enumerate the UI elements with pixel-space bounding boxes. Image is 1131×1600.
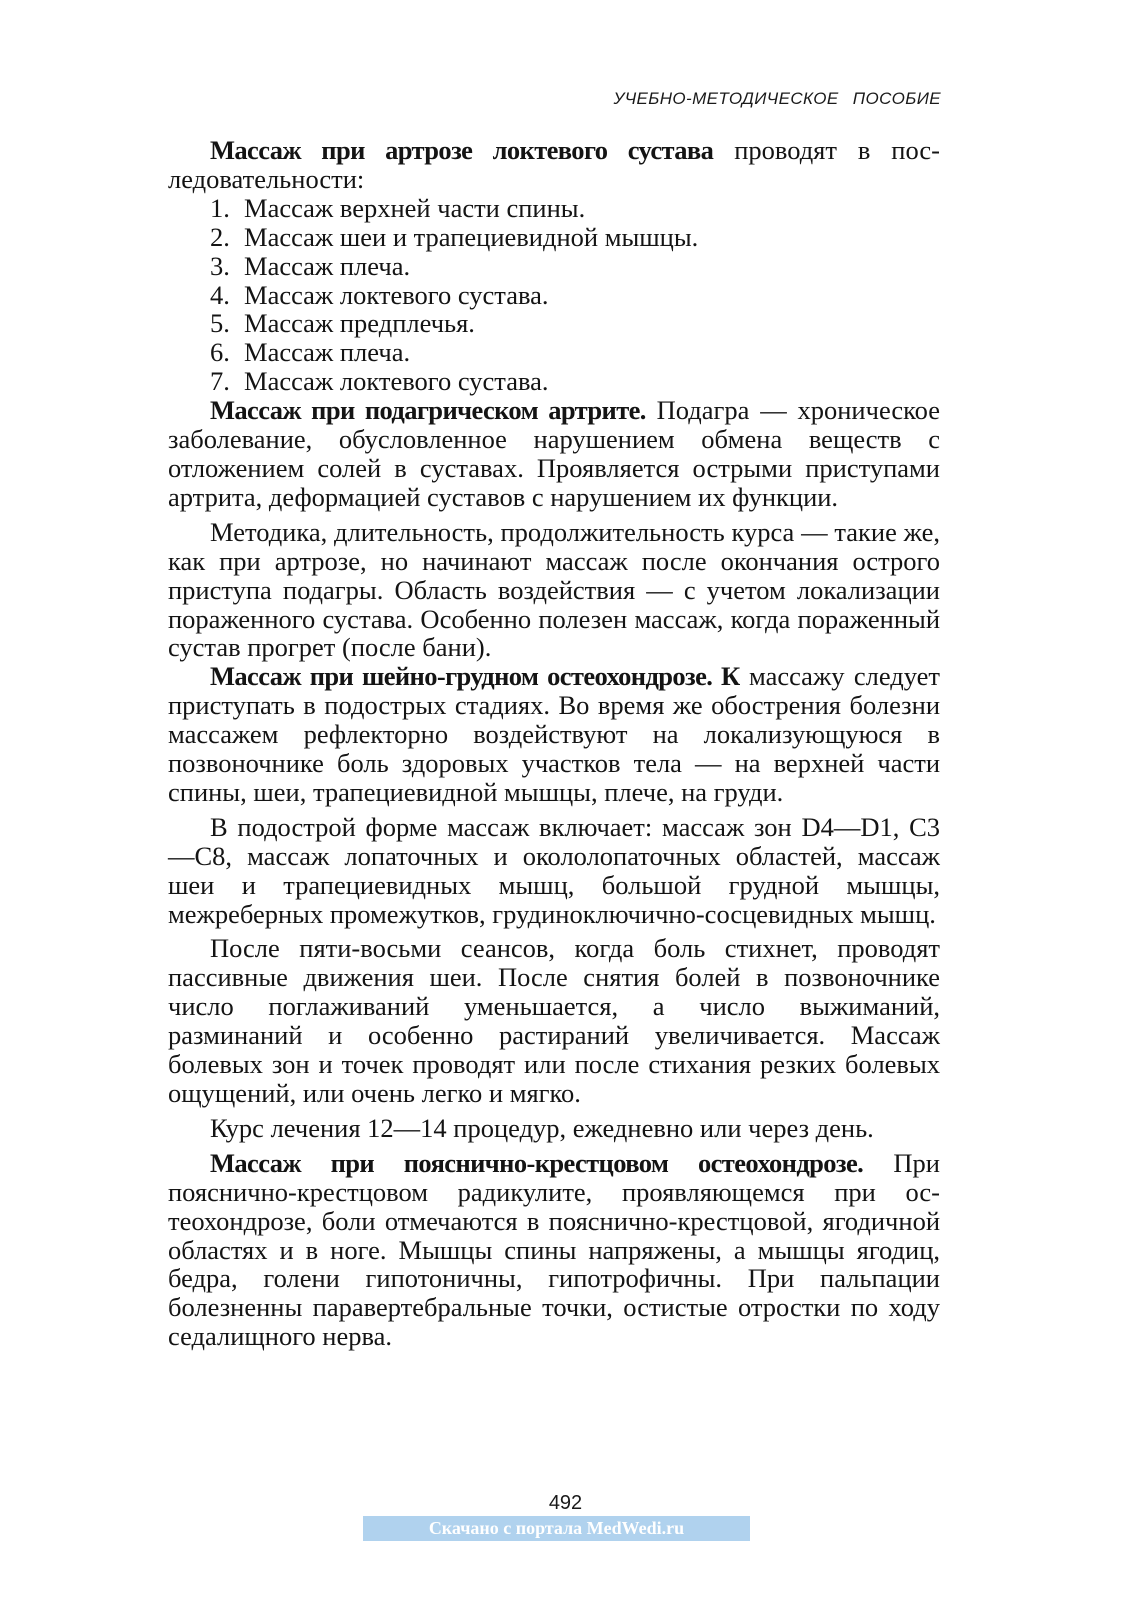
paragraph-lumbosacral: [168, 1149, 940, 1351]
paragraph-text: В подострой форме массаж включает: массаж зон D4—D1, С3—С8, массаж лопаточных и окололопаточных областей, массаж шеи и трапециевидных мышц, большой грудной мышцы, межреберных промежутков, грудиноключично-сосцевидных мышц.: [168, 811, 940, 929]
paragraph-gouty-arthritis: [168, 396, 940, 512]
running-header: УЧЕБНО-МЕТОДИЧЕСКОЕ ПОСОБИЕ: [613, 89, 941, 108]
step-number: 6.: [210, 337, 230, 368]
page-body: [168, 136, 940, 1351]
paragraph-text: Курс лечения 12—14 процедур, ежедневно или через день.: [210, 1112, 874, 1143]
heading-cervicothoracic: Массаж при шейно-грудном остеохондрозе. К: [210, 661, 740, 692]
procedure-steps: [168, 194, 940, 396]
step-text: Массаж верхней части спины.: [244, 192, 586, 223]
paragraph-text: При пояснично-крестцовом радикулите, проявляющемся при остеохондрозе, боли отмечаются в пояснично-крестцовой, ягодичной областях и в ноге. Мышцы спины напряжены, а мышцы ягодиц, бедра, голени гипотоничны, гипотрофичны. При пальпации болезненны паравертебральные точки, остистые отростки по ходу седалищного нерва.: [168, 1147, 940, 1352]
list-item: [168, 367, 940, 396]
step-text: Массаж плеча.: [244, 337, 411, 368]
paragraph-text: массажу следует приступать в подострых стадиях. Во время же обострения болезни массажем рефлекторно воздействуют на локализующуюся в позвоночнике боль здоровых участков тела — на верхней части спины, шеи, трапециевидной мышцы, плече, на груди.: [168, 661, 940, 807]
list-item: [168, 223, 940, 252]
paragraph-text: Подагра — хроническое заболевание, обусловленное нарушением обмена веществ с отложением солей в суставах. Проявляется острыми приступами артрита, деформацией суставов с нарушением их функции.: [168, 395, 940, 512]
page-number: 492: [548, 1492, 583, 1514]
heading-lumbosacral: Массаж при пояснично-крестцовом остеохондрозе.: [210, 1147, 864, 1178]
paragraph-text: Методика, длительность, продолжительность курса — такие же, как при артрозе, но начинают массаж после окончания острого приступа подагры. Область воздействия — с учетом локализации пораженного сустава. Особенно полезен массаж, когда пораженный сустав прогрет (после бани).: [168, 516, 940, 663]
step-text: Массаж предплечья.: [244, 308, 475, 339]
step-text: Массаж локтевого сустава.: [244, 366, 549, 397]
step-text: Массаж плеча.: [244, 250, 411, 281]
list-item: [168, 281, 940, 310]
step-text: Массаж локтевого сустава.: [244, 279, 549, 310]
step-number: 7.: [210, 366, 230, 397]
step-number: 5.: [210, 308, 230, 339]
paragraph-method: [168, 518, 940, 663]
heading-gouty-arthritis: Массаж при подагрическом артрите.: [210, 395, 646, 426]
step-text: Массаж шеи и трапециевидной мышцы.: [244, 221, 699, 252]
paragraph-text: После пяти-восьми сеансов, когда боль стихнет, проводят пассивные движения шеи. После снятия болей в позвоночнике число поглаживаний уменьшается, а число выжиманий, разминаний и особенно растираний увеличивается. Массаж болевых зон и точек проводят или после стихания резких болевых ощущений, или очень легко и мягко.: [168, 933, 940, 1108]
heading-elbow-arthrosis: Массаж при артрозе локтевого сустава: [210, 135, 714, 165]
paragraph-cervicothoracic: [168, 662, 940, 807]
list-item: [168, 252, 940, 281]
step-number: 2.: [210, 221, 230, 252]
list-item: [168, 309, 940, 338]
list-item: [168, 194, 940, 223]
step-number: 4.: [210, 279, 230, 310]
paragraph-course: [168, 1114, 940, 1143]
paragraph-subacute: [168, 813, 940, 929]
paragraph-after-sessions: [168, 934, 940, 1107]
watermark-banner: Скачано с портала MedWedi.ru: [363, 1516, 750, 1541]
list-item: [168, 338, 940, 367]
step-number: 1.: [210, 192, 230, 223]
step-number: 3.: [210, 250, 230, 281]
paragraph-text: проводят в последовательности:: [168, 135, 940, 194]
paragraph-elbow-arthrosis: [168, 136, 940, 194]
